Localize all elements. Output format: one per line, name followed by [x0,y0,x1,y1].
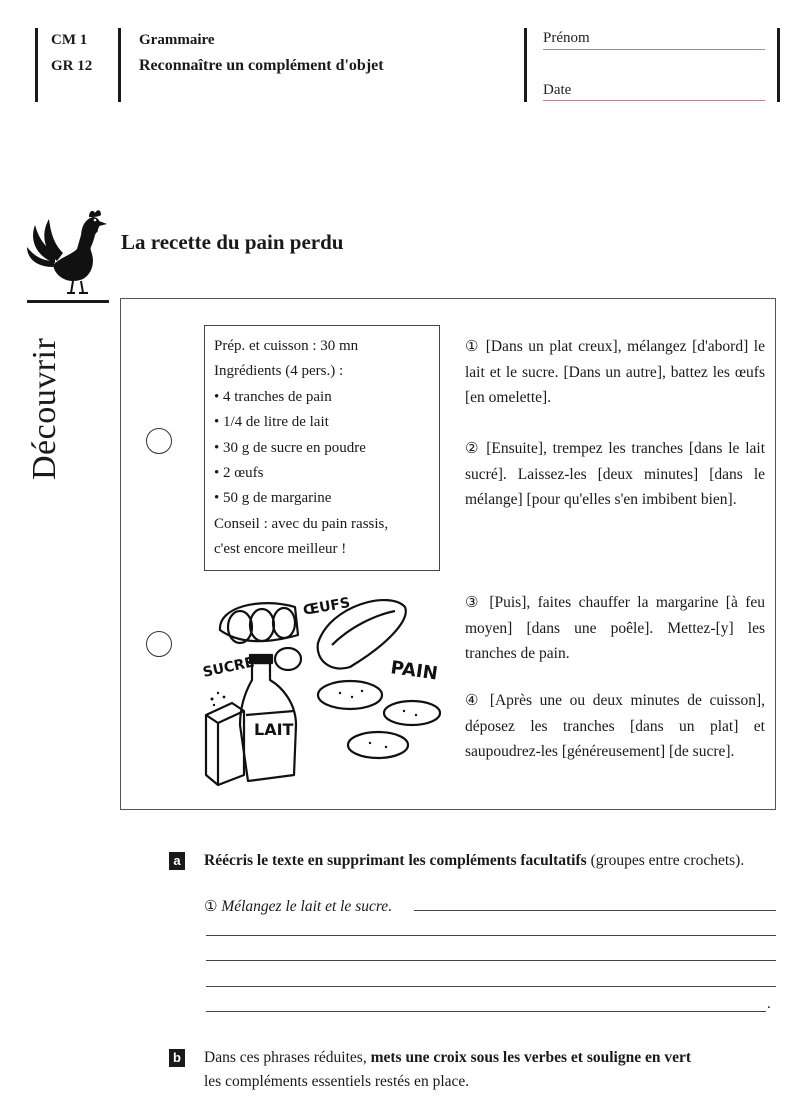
rooster-icon [25,205,111,300]
recipe-step-4 [465,688,765,765]
recipe-line: Ingrédients (4 pers.) : [214,363,344,380]
exercise-a-instruction-rest: (groupes entre crochets). [586,852,745,869]
answer-line-1[interactable] [414,910,776,911]
step-text: [Après une ou deux minutes de cuisson], déposez les tranches [dans un plat] et saupoudrez-les [généreusement] [de sucre]. [465,692,766,760]
step-text: [Ensuite], trempez les tranches [dans le lait sucré]. Laissez-les [deux minutes] [dans le mélange] [pour qu'elles s'en imbibent bien]. [465,440,765,508]
recipe-line: • 30 g de sucre en poudre [214,439,366,456]
ingredients-box [204,325,440,571]
step-number: ④ [465,691,483,709]
binder-hole-bottom [146,631,172,657]
step-text: [Puis], faites chauffer la margarine [à feu moyen] [dans une poêle]. Mettez-[y] les tranches de pain. [465,594,765,662]
exercise-b-badge: b [169,1049,185,1067]
header-divider-middle [118,28,121,102]
exercise-b-instruction-line1 [204,1047,691,1069]
recipe-line: • 1/4 de litre de lait [214,414,329,431]
recipe-line: • 50 g de margarine [214,490,332,507]
firstname-line[interactable] [543,49,765,50]
section-title: La recette du pain perdu [121,230,344,254]
egg-label: ŒUFS [301,594,352,619]
binder-hole-top [146,428,172,454]
sugar-label: SUCRE [201,654,256,681]
code-label: GR 12 [51,58,93,74]
section-side-label: Découvrir [26,337,63,480]
exercise-b-text-2: les compléments essentiels restés en place. [204,1073,470,1090]
ingredients-illustration [200,585,445,790]
firstname-label: Prénom [543,30,590,46]
step-number: ① [465,337,481,355]
milk-label: LAIT [254,720,294,739]
recipe-step-2 [465,436,765,513]
bread-label: PAIN [389,657,440,685]
answer-line-4[interactable] [206,986,776,987]
level-label: CM 1 [51,32,88,48]
lesson-title: Reconnaître un complément d'objet [139,57,384,74]
date-line[interactable] [543,100,765,101]
answer-line-3[interactable] [206,960,776,961]
header-divider-left [35,28,38,102]
recipe-line: • 4 tranches de pain [214,388,332,405]
subject-label: Grammaire [139,32,215,48]
exercise-b-text-1: Dans ces phrases réduites, [204,1049,371,1066]
exercise-a-instruction [204,850,744,872]
example-number: ① [204,897,218,915]
exercise-b-text-bold: mets une croix sous les verbes et souligne en vert [370,1049,692,1066]
exercise-a-instruction-bold: Réécris le texte en supprimant les compléments facultatifs [204,852,587,869]
header-divider-right [524,28,527,102]
step-text: [Dans un plat creux], mélangez [d'abord] le lait et le sucre. [Dans un autre], battez les œufs [en omelette]. [465,338,765,406]
step-number: ② [465,439,481,457]
rooster-ground-line [27,300,109,303]
recipe-line: Conseil : avec du pain rassis, [214,515,389,532]
recipe-step-3 [465,590,765,667]
exercise-a-badge: a [169,852,185,870]
final-dot: . [767,996,771,1012]
recipe-line: • 2 œufs [214,465,264,482]
recipe-line: Prép. et cuisson : 30 mn [214,338,359,354]
answer-line-2[interactable] [206,935,776,936]
exercise-a-example [204,895,392,918]
date-label: Date [543,82,572,98]
answer-line-5[interactable] [206,1011,766,1012]
recipe-line: c'est encore meilleur ! [214,541,347,558]
recipe-step-1 [465,334,765,411]
step-number: ③ [465,593,482,611]
header-divider-far-right [777,28,780,102]
example-text: Mélangez le lait et le sucre. [221,898,393,915]
